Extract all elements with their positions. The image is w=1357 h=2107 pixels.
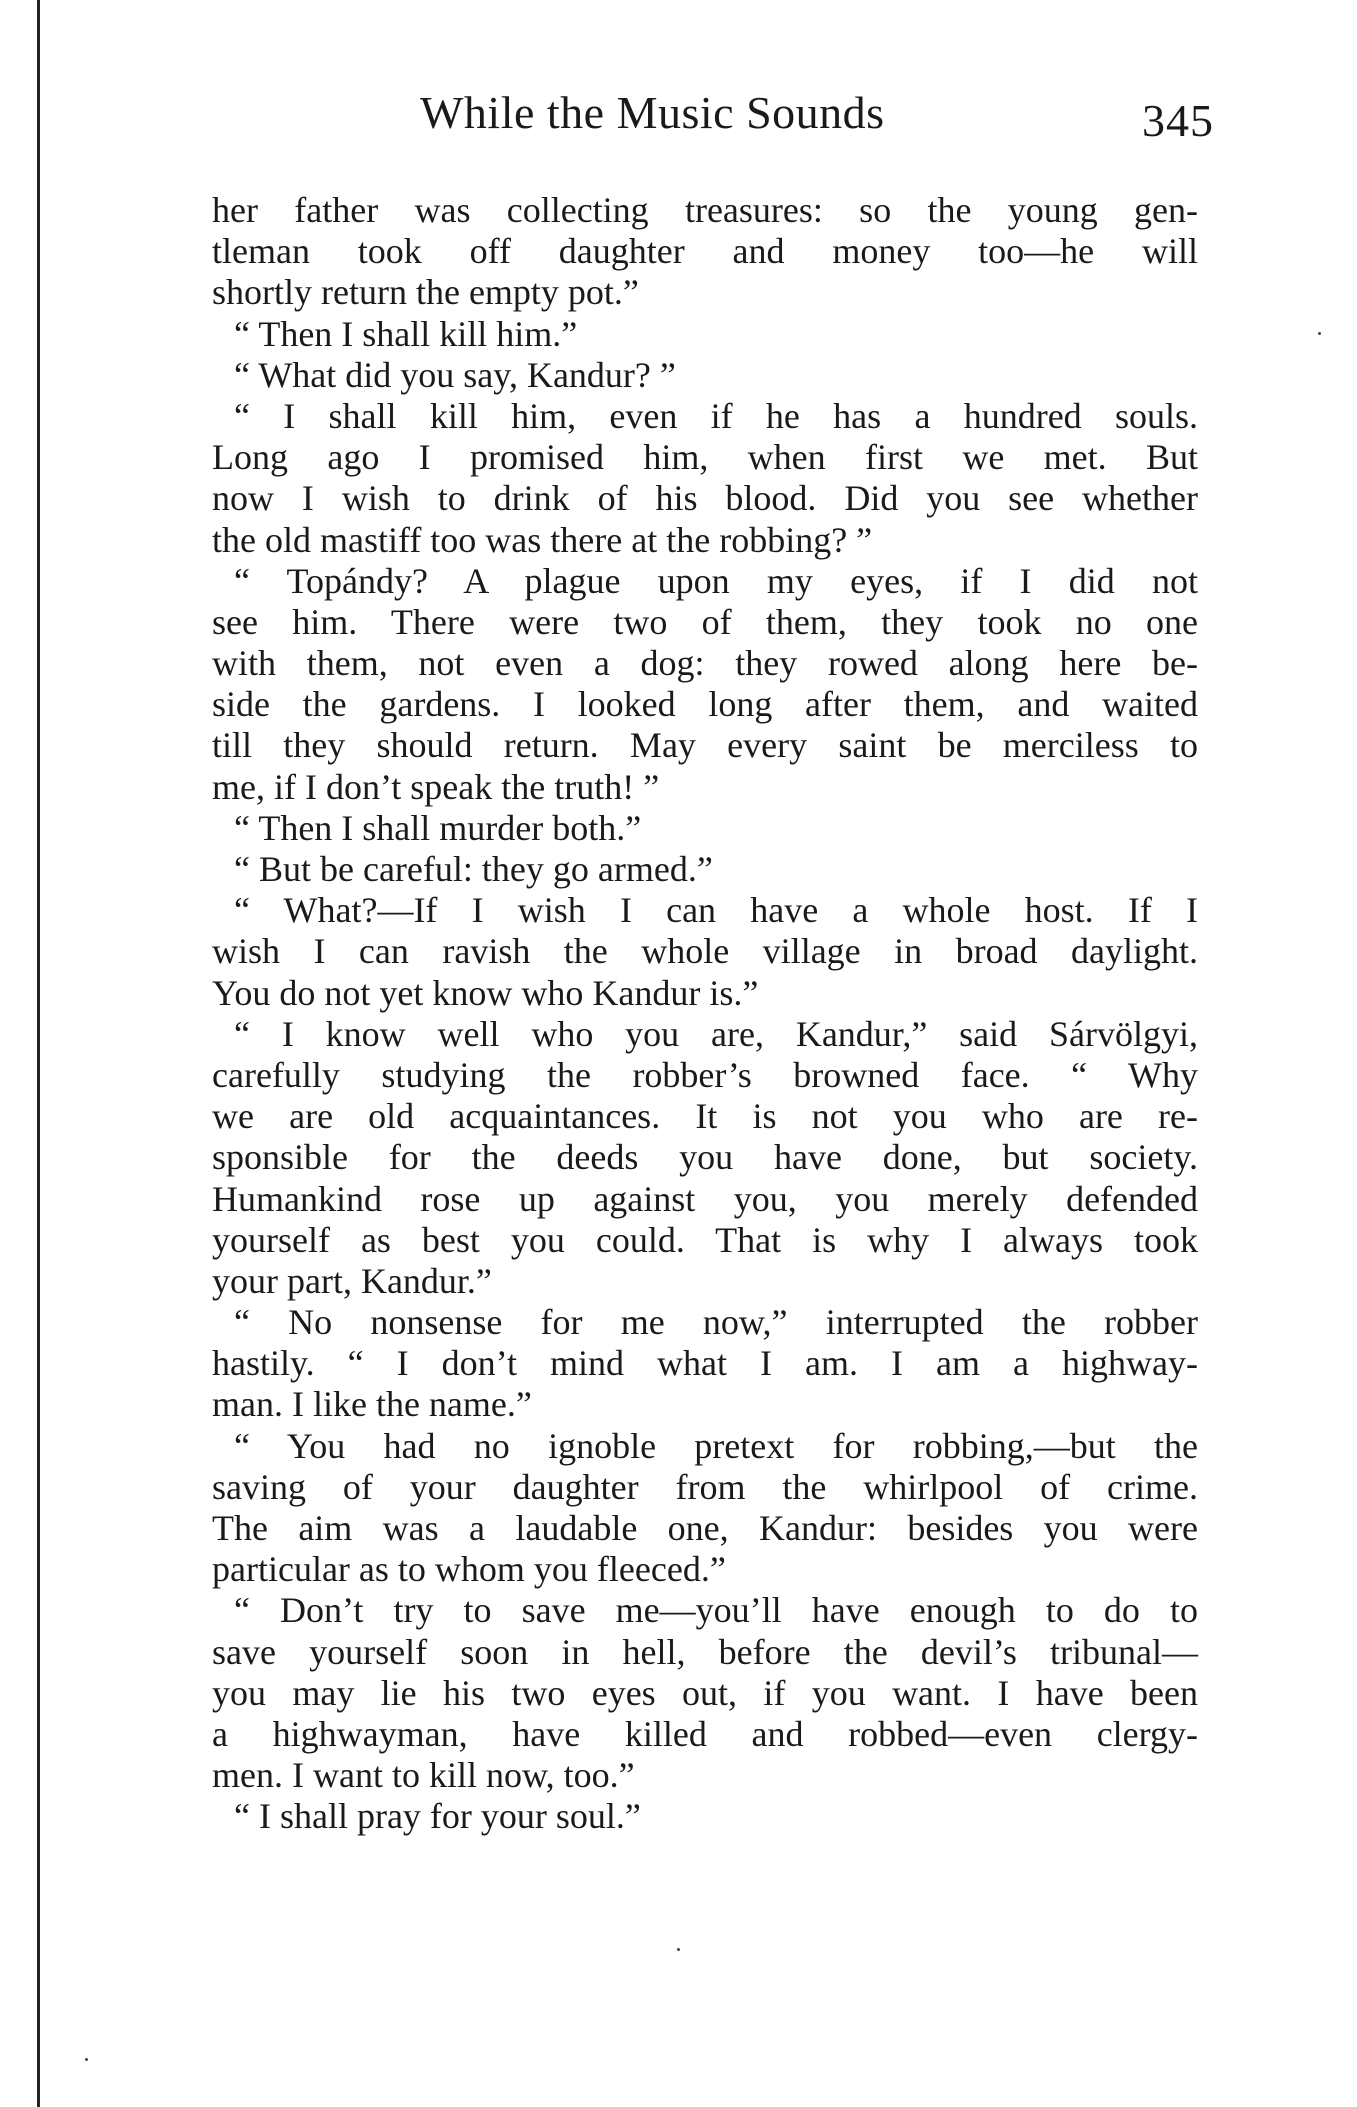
text-line: till they should return. May every saint be merciless to bbox=[212, 725, 1198, 766]
print-speck bbox=[677, 1948, 680, 1951]
text-line: “ What did you say, Kandur? ” bbox=[234, 354, 676, 395]
text-line: save yourself soon in hell, before the devil’s tribunal— bbox=[212, 1631, 1198, 1672]
text-line: “ I shall pray for your soul.” bbox=[234, 1796, 641, 1837]
text-line: we are old acquaintances. It is not you who are re- bbox=[212, 1096, 1198, 1137]
text-line: your part, Kandur.” bbox=[212, 1260, 492, 1301]
text-line: with them, not even a dog: they rowed along here be- bbox=[212, 643, 1198, 684]
text-line: You do not yet know who Kandur is.” bbox=[212, 972, 759, 1013]
text-line: saving of your daughter from the whirlpool of crime. bbox=[212, 1466, 1198, 1507]
page-number: 345 bbox=[1142, 95, 1214, 146]
text-line: “ Then I shall murder both.” bbox=[234, 807, 642, 848]
print-speck bbox=[1318, 332, 1321, 335]
running-head: While the Music Sounds bbox=[420, 87, 885, 138]
text-line: yourself as best you could. That is why I always took bbox=[212, 1219, 1198, 1260]
body-text bbox=[212, 190, 1198, 1838]
text-line: see him. There were two of them, they took no one bbox=[212, 601, 1198, 642]
text-line: “ I shall kill him, even if he has a hundred souls. bbox=[234, 395, 1198, 436]
text-line: sponsible for the deeds you have done, but society. bbox=[212, 1137, 1198, 1178]
text-line: “ Topándy? A plague upon my eyes, if I did not bbox=[234, 560, 1198, 601]
text-line: me, if I don’t speak the truth! ” bbox=[212, 766, 660, 807]
text-line: Humankind rose up against you, you merely defended bbox=[212, 1178, 1198, 1219]
text-line: “ I know well who you are, Kandur,” said Sárvölgyi, bbox=[234, 1013, 1198, 1054]
text-line: shortly return the empty pot.” bbox=[212, 272, 639, 313]
text-line: carefully studying the robber’s browned face. “ Why bbox=[212, 1054, 1198, 1095]
print-speck bbox=[85, 2058, 88, 2061]
text-line: side the gardens. I looked long after them, and waited bbox=[212, 684, 1198, 725]
text-line: her father was collecting treasures: so the young gen- bbox=[212, 190, 1198, 230]
text-line: The aim was a laudable one, Kandur: besides you were bbox=[212, 1508, 1198, 1548]
text-line: “ Don’t try to save me—you’ll have enough to do to bbox=[234, 1590, 1198, 1631]
text-line: the old mastiff too was there at the robbing? ” bbox=[212, 519, 873, 560]
text-line: Long ago I promised him, when first we met. But bbox=[212, 437, 1198, 478]
text-line: a highwayman, have killed and robbed—even clergy- bbox=[212, 1713, 1198, 1754]
text-line: “ What?—If I wish I can have a whole host. If I bbox=[234, 890, 1198, 931]
text-line: you may lie his two eyes out, if you want. I have been bbox=[212, 1672, 1198, 1713]
text-line: particular as to whom you fleeced.” bbox=[212, 1549, 726, 1590]
text-line: “ But be careful: they go armed.” bbox=[234, 849, 713, 889]
binding-edge-line bbox=[37, 0, 40, 2107]
text-line: “ You had no ignoble pretext for robbing,—but the bbox=[234, 1425, 1198, 1466]
text-line: now I wish to drink of his blood. Did you see whether bbox=[212, 478, 1198, 519]
text-line: tleman took off daughter and money too—he will bbox=[212, 231, 1198, 272]
text-line: “ No nonsense for me now,” interrupted the robber bbox=[234, 1302, 1198, 1343]
text-line: wish I can ravish the whole village in broad daylight. bbox=[212, 931, 1198, 972]
text-line: “ Then I shall kill him.” bbox=[234, 313, 578, 354]
text-line: man. I like the name.” bbox=[212, 1384, 532, 1425]
text-line: hastily. “ I don’t mind what I am. I am a highway- bbox=[212, 1343, 1198, 1384]
page-header bbox=[210, 86, 1214, 146]
text-line: men. I want to kill now, too.” bbox=[212, 1755, 635, 1796]
